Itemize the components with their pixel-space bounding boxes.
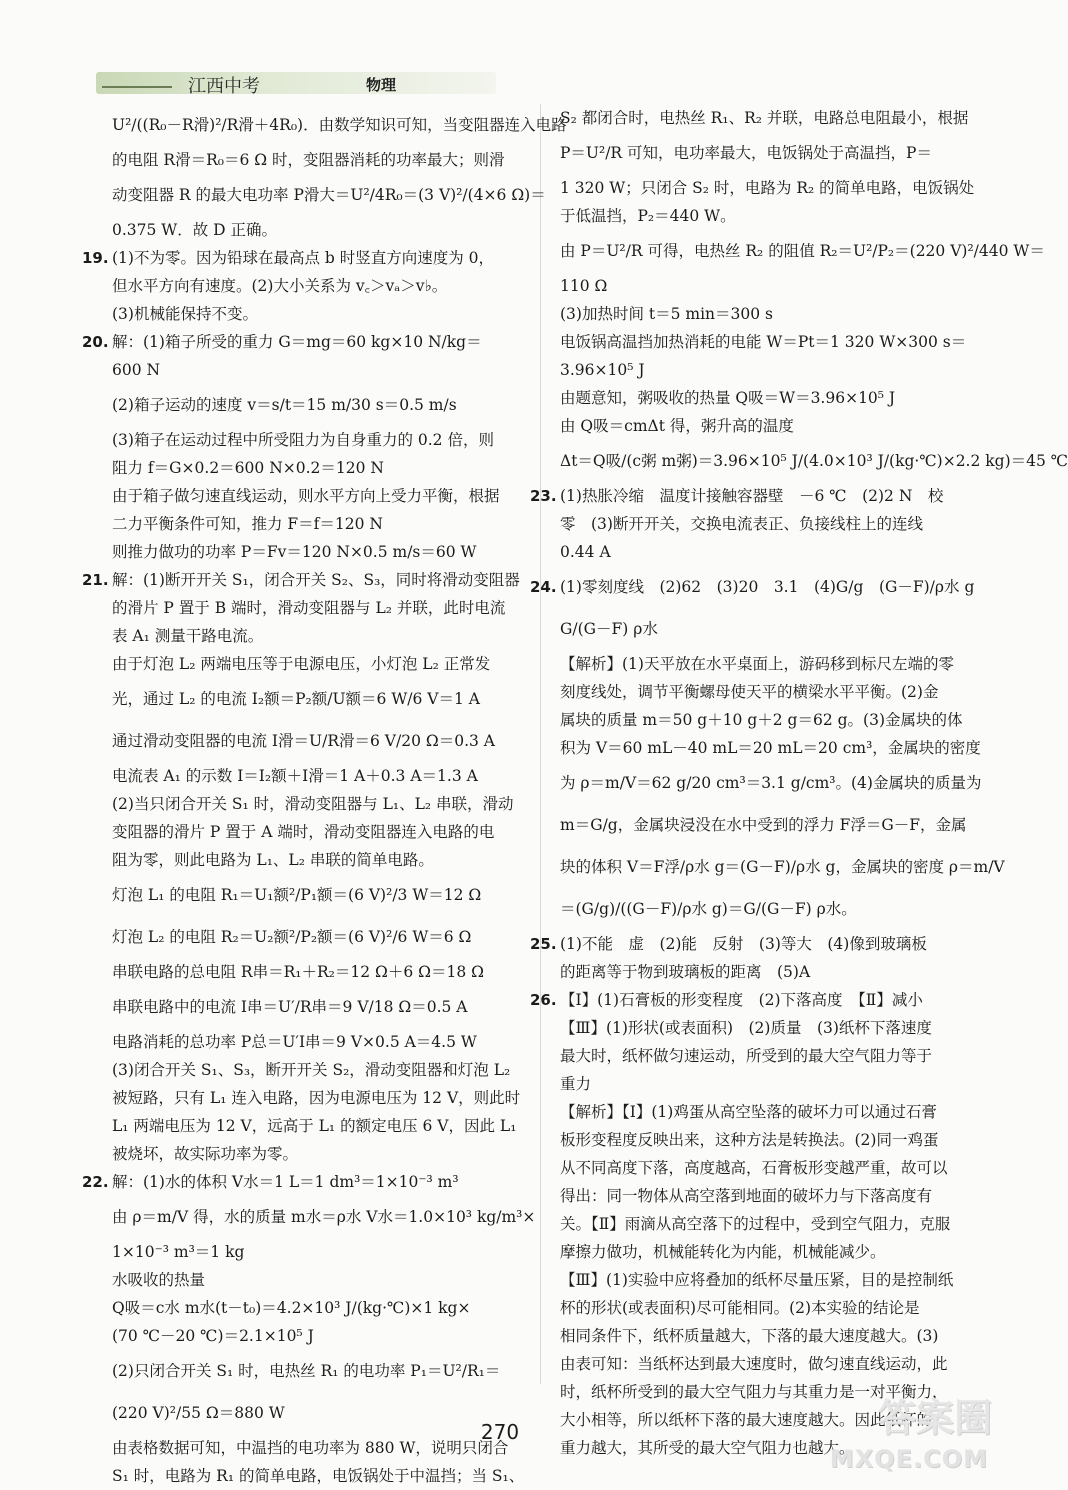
line-text: 由 P＝U²/R 可得，电热丝 R₂ 的阻值 R₂＝U²/P₂＝(220 V)²/440 W＝ (560, 242, 1045, 260)
text-line (112, 594, 524, 622)
text-line (530, 566, 980, 608)
text-line (112, 650, 524, 678)
text-line (560, 300, 980, 328)
text-line (560, 1266, 980, 1294)
line-text: Δt＝Q吸/(c粥 m粥)＝3.96×10⁵ J/(4.0×10³ J/(kg·℃)×2.2 kg)＝45 ℃ (560, 452, 1068, 470)
question-number: 19. (82, 249, 109, 267)
line-text: 的距离等于物到玻璃板的距离 (5)A (560, 963, 811, 981)
line-text: G/(G－F) ρ水 (560, 620, 658, 638)
line-text: (3)闭合开关 S₁、S₃，断开开关 S₂，滑动变阻器和灯泡 L₂ (112, 1061, 511, 1079)
line-text: (1)不为零。因为铅球在最高点 b 时竖直方向速度为 0， (112, 249, 495, 267)
text-line (560, 1350, 980, 1378)
line-text: 大小相等，所以纸杯下落的最大速度越大。因此纸杯的 (560, 1411, 933, 1429)
line-text: 动变阻器 R 的最大电功率 P滑大＝U²/4R₀＝(3 V)²/(4×6 Ω)＝ (112, 186, 546, 204)
text-line (560, 202, 980, 230)
line-text: 通过滑动变阻器的电流 I滑＝U/R滑＝6 V/20 Ω＝0.3 A (112, 732, 495, 750)
text-line (530, 482, 980, 510)
line-text: 1×10⁻³ m³＝1 kg (112, 1243, 245, 1261)
line-text: m＝G/g，金属块浸没在水中受到的浮力 F浮＝G－F，金属 (560, 816, 967, 834)
text-line (560, 104, 980, 132)
line-text: (3)加热时间 t＝5 min＝300 s (560, 305, 774, 323)
line-text: 由题意知，粥吸收的热量 Q吸＝W＝3.96×10⁵ J (560, 389, 896, 407)
text-line (560, 230, 1045, 272)
text-line (560, 804, 980, 846)
text-line (560, 174, 980, 202)
line-text: Q吸＝c水 m水(t－t₀)＝4.2×10³ J/(kg·℃)×1 kg× (112, 1299, 471, 1317)
text-line (560, 384, 980, 412)
text-line (112, 846, 524, 874)
text-line (560, 1154, 980, 1182)
text-line (112, 1056, 524, 1084)
text-line (112, 1112, 524, 1140)
text-line (560, 1238, 980, 1266)
line-text: 被短路，只有 L₁ 连入电路，因为电源电压为 12 V，则此时 (112, 1089, 521, 1107)
text-line (560, 734, 980, 762)
text-line (530, 930, 980, 958)
line-text: (2)当只闭合开关 S₁ 时，滑动变阻器与 L₁、L₂ 串联，滑动 (112, 795, 514, 813)
line-text: S₂ 都闭合时，电热丝 R₁、R₂ 并联，电路总电阻最小，根据 (560, 109, 969, 127)
line-text: 串联电路中的电流 I串＝U′/R串＝9 V/18 Ω＝0.5 A (112, 998, 468, 1016)
text-line (112, 272, 524, 300)
line-text: 灯泡 L₂ 的电阻 R₂＝U₂额²/P₂额＝(6 V)²/6 W＝6 Ω (112, 928, 472, 946)
text-line (82, 328, 524, 356)
question-number: 22. (82, 1173, 109, 1191)
line-text: (3)机械能保持不变。 (112, 305, 258, 323)
line-text: (1)不能 虚 (2)能 反射 (3)等大 (4)像到玻璃板 (560, 935, 927, 953)
text-line (112, 454, 524, 482)
line-text: 表 A₁ 测量干路电流。 (112, 627, 264, 645)
line-text: 属块的质量 m＝50 g＋10 g＋2 g＝62 g。(3)金属块的体 (560, 711, 963, 729)
line-text: 时，纸杯所受到的最大空气阻力与其重力是一对平衡力， (560, 1383, 948, 1401)
text-line (112, 1266, 524, 1294)
line-text: 则推力做功的功率 P＝Fv＝120 N×0.5 m/s＝60 W (112, 543, 477, 561)
text-line (112, 426, 524, 454)
line-text: 0.375 W．故 D 正确。 (112, 221, 278, 239)
text-line (112, 720, 524, 762)
line-text: 于低温挡，P₂＝440 W。 (560, 207, 736, 225)
text-line (112, 1028, 524, 1056)
line-text: 被烧坏，故实际功率为零。 (112, 1145, 299, 1163)
line-text: U²/((R₀－R滑)²/R滑＋4R₀)．由数学知识可知，当变阻器连入电路 (112, 116, 567, 134)
line-text: 为 ρ＝m/V＝62 g/20 cm³＝3.1 g/cm³。(4)金属块的质量为 (560, 774, 982, 792)
line-text: S₁ 时，电路为 R₁ 的简单电路，电饭锅处于中温挡；当 S₁、 (112, 1467, 525, 1485)
text-line (112, 1462, 524, 1490)
question-number: 24. (530, 578, 557, 596)
line-text: 但水平方向有速度。(2)大小关系为 v꜀＞vₐ＞v♭。 (112, 277, 448, 295)
watermark-logo (829, 1387, 992, 1473)
line-text: 刻度线处，调节平衡螺母使天平的横梁水平平衡。(2)金 (560, 683, 939, 701)
text-line (560, 538, 980, 566)
line-text: 0.44 A (560, 543, 611, 561)
header-title: 江西中考 (188, 76, 260, 97)
text-line (112, 538, 524, 566)
line-text: 块的体积 V＝F浮/ρ水 g＝(G－F)/ρ水 g，金属块的密度 ρ＝m/V (560, 858, 1005, 876)
line-text: (220 V)²/55 Ω＝880 W (112, 1404, 285, 1422)
line-text: 由表格数据可知，中温挡的电功率为 880 W，说明只闭合 (112, 1439, 509, 1457)
text-line (112, 958, 524, 986)
text-line (82, 1168, 524, 1196)
line-text: 板形变程度反映出来，这种方法是转换法。(2)同一鸡蛋 (560, 1131, 939, 1149)
text-line (112, 300, 524, 328)
line-text: 的滑片 P 置于 B 端时，滑动变阻器与 L₂ 并联，此时电流 (112, 599, 506, 617)
text-line (112, 1238, 524, 1266)
line-text: (1)零刻度线 (2)62 (3)20 3.1 (4)G/g (G－F)/ρ水 g (560, 578, 975, 596)
line-text: 水吸收的热量 (112, 1271, 206, 1289)
line-text: (70 ℃－20 ℃)＝2.1×10⁵ J (112, 1327, 314, 1345)
question-number: 20. (82, 333, 109, 351)
text-line (560, 650, 980, 678)
line-text: 解：(1)断开开关 S₁，闭合开关 S₂、S₃，同时将滑动变阻器 (112, 571, 520, 589)
text-line (112, 678, 524, 720)
text-line (560, 328, 980, 356)
line-text: 110 Ω (560, 277, 608, 295)
text-line (560, 762, 980, 804)
line-text: (2)箱子运动的速度 v＝s/t＝15 m/30 s＝0.5 m/s (112, 396, 457, 414)
text-line (560, 608, 980, 650)
line-text: 【Ⅲ】(1)形状(或表面积) (2)质量 (3)纸杯下落速度 (560, 1019, 932, 1037)
line-text: 由表可知：当纸杯达到最大速度时，做匀速直线运动，此 (560, 1355, 948, 1373)
text-line (560, 1098, 980, 1126)
line-text: L₁ 两端电压为 12 V，远高于 L₁ 的额定电压 6 V，因此 L₁ (112, 1117, 517, 1135)
watermark-top: 答案圈 (877, 1396, 992, 1440)
text-line (560, 706, 980, 734)
line-text: 灯泡 L₁ 的电阻 R₁＝U₁额²/P₁额＝(6 V)²/3 W＝12 Ω (112, 886, 482, 904)
line-text: 零 (3)断开开关，交换电流表正、负接线柱上的连线 (560, 515, 923, 533)
question-number: 25. (530, 935, 557, 953)
line-text: 【解析】(1)天平放在水平桌面上，游码移到标尺左端的零 (560, 655, 954, 673)
text-line (560, 510, 980, 538)
watermark-bottom: MXQE.COM (829, 1445, 988, 1473)
page-number: 270 (480, 1420, 520, 1444)
text-line (112, 1084, 524, 1112)
line-text: 由 Q吸＝cmΔt 得，粥升高的温度 (560, 417, 794, 435)
line-text: 相同条件下，纸杯质量越大，下落的最大速度越大。(3) (560, 1327, 939, 1345)
line-text: P＝U²/R 可知，电功率最大，电饭锅处于高温挡，P＝ (560, 144, 932, 162)
line-text: 得出：同一物体从高空落到地面的破坏力与下落高度有 (560, 1187, 933, 1205)
line-text: 由 ρ＝m/V 得，水的质量 m水＝ρ水 V水＝1.0×10³ kg/m³× (112, 1208, 536, 1226)
text-line (112, 1294, 524, 1322)
text-line (560, 678, 980, 706)
line-text: 串联电路的总电阻 R串＝R₁＋R₂＝12 Ω＋6 Ω＝18 Ω (112, 963, 485, 981)
text-line (112, 818, 524, 846)
text-line (112, 916, 524, 958)
right-column (530, 104, 1068, 1462)
line-text: 1 320 W；只闭合 S₂ 时，电路为 R₂ 的简单电路，电饭锅处 (560, 179, 975, 197)
text-line (112, 174, 546, 216)
line-text: 从不同高度下落，高度越高，石膏板形变越严重，故可以 (560, 1159, 948, 1177)
question-number: 26. (530, 991, 557, 1009)
text-line (112, 104, 567, 146)
text-line (82, 566, 524, 594)
line-text: 重力 (560, 1075, 592, 1093)
line-text: 解：(1)箱子所受的重力 G＝mg＝60 kg×10 N/kg＝ (112, 333, 482, 351)
text-line (560, 888, 980, 930)
text-line (560, 412, 980, 440)
line-text: 积为 V＝60 mL－40 mL＝20 mL＝20 cm³，金属块的密度 (560, 739, 981, 757)
line-text: 电流表 A₁ 的示数 I＝I₂额＋I滑＝1 A＋0.3 A＝1.3 A (112, 767, 478, 785)
text-line (112, 1140, 524, 1168)
text-line (112, 1322, 524, 1350)
line-text: 的电阻 R滑＝R₀＝6 Ω 时，变阻器消耗的功率最大；则滑 (112, 151, 505, 169)
header-subject: 物理 (366, 76, 397, 94)
text-line (82, 244, 524, 272)
column-divider (540, 104, 541, 1384)
line-text: 3.96×10⁵ J (560, 361, 645, 379)
line-text: 变阻器的滑片 P 置于 A 端时，滑动变阻器连入电路的电 (112, 823, 495, 841)
line-text: 电饭锅高温挡加热消耗的电能 W＝Pt＝1 320 W×300 s＝ (560, 333, 967, 351)
text-line (560, 1294, 980, 1322)
line-text: (2)只闭合开关 S₁ 时，电热丝 R₁ 的电功率 P₁＝U²/R₁＝ (112, 1362, 501, 1380)
text-line (112, 356, 524, 384)
line-text: 电路消耗的总功率 P总＝U′I串＝9 V×0.5 A＝4.5 W (112, 1033, 477, 1051)
text-line (560, 1322, 980, 1350)
text-line (112, 384, 524, 426)
line-text: 解：(1)水的体积 V水＝1 L＝1 dm³＝1×10⁻³ m³ (112, 1173, 459, 1191)
text-line (530, 986, 980, 1014)
text-line (112, 1350, 524, 1392)
line-text: 摩擦力做功，机械能转化为内能，机械能减少。 (560, 1243, 886, 1261)
line-text: 600 N (112, 361, 161, 379)
text-line (112, 874, 524, 916)
line-text: 【Ⅲ】(1)实验中应将叠加的纸杯尽量压紧，目的是控制纸 (560, 1271, 954, 1289)
line-text: 二力平衡条件可知，推力 F＝f＝120 N (112, 515, 383, 533)
line-text: 最大时，纸杯做匀速运动，所受到的最大空气阻力等于 (560, 1047, 933, 1065)
line-text: 阻为零，则此电路为 L₁、L₂ 串联的简单电路。 (112, 851, 434, 869)
text-line (560, 1182, 980, 1210)
line-text: 光，通过 L₂ 的电流 I₂额＝P₂额/U额＝6 W/6 V＝1 A (112, 690, 480, 708)
page-header (96, 66, 516, 100)
text-line (112, 1196, 536, 1238)
text-line (560, 272, 980, 300)
text-line (112, 790, 524, 818)
line-text: (1)热胀冷缩 温度计接触容器壁 －6 ℃ (2)2 N 校 (560, 487, 944, 505)
line-text: 由于箱子做匀速直线运动，则水平方向上受力平衡，根据 (112, 487, 500, 505)
text-line (560, 1210, 980, 1238)
question-number: 21. (82, 571, 109, 589)
text-line (560, 1126, 980, 1154)
text-line (560, 1014, 980, 1042)
line-text: 阻力 f＝G×0.2＝600 N×0.2＝120 N (112, 459, 384, 477)
text-line (560, 440, 1068, 482)
line-text: 重力越大，其所受的最大空气阻力也越大。 (560, 1439, 855, 1457)
line-text: 杯的形状(或表面积)尽可能相同。(2)本实验的结论是 (560, 1299, 920, 1317)
text-line (112, 146, 524, 174)
text-line (112, 622, 524, 650)
text-line (560, 356, 980, 384)
text-line (560, 1042, 980, 1070)
left-column (82, 104, 567, 1490)
header-logo (102, 76, 172, 88)
text-line (560, 958, 980, 986)
line-text: 关。【Ⅱ】雨滴从高空落下的过程中，受到空气阻力，克服 (560, 1215, 951, 1233)
text-line (112, 216, 524, 244)
line-text: 【解析】【Ⅰ】(1)鸡蛋从高空坠落的破坏力可以通过石膏 (560, 1103, 937, 1121)
text-line (112, 482, 524, 510)
line-text: (3)箱子在运动过程中所受阻力为自身重力的 0.2 倍，则 (112, 431, 494, 449)
text-line (112, 762, 524, 790)
question-number: 23. (530, 487, 557, 505)
text-line (560, 132, 980, 174)
line-text: 由于灯泡 L₂ 两端电压等于电源电压，小灯泡 L₂ 正常发 (112, 655, 491, 673)
text-line (560, 1070, 980, 1098)
text-line (112, 986, 524, 1028)
line-text: 【Ⅰ】(1)石膏板的形变程度 (2)下落高度 【Ⅱ】减小 (560, 991, 923, 1009)
text-line (560, 846, 1005, 888)
line-text: ＝(G/g)/((G－F)/ρ水 g)＝G/(G－F) ρ水。 (560, 900, 857, 918)
text-line (112, 510, 524, 538)
